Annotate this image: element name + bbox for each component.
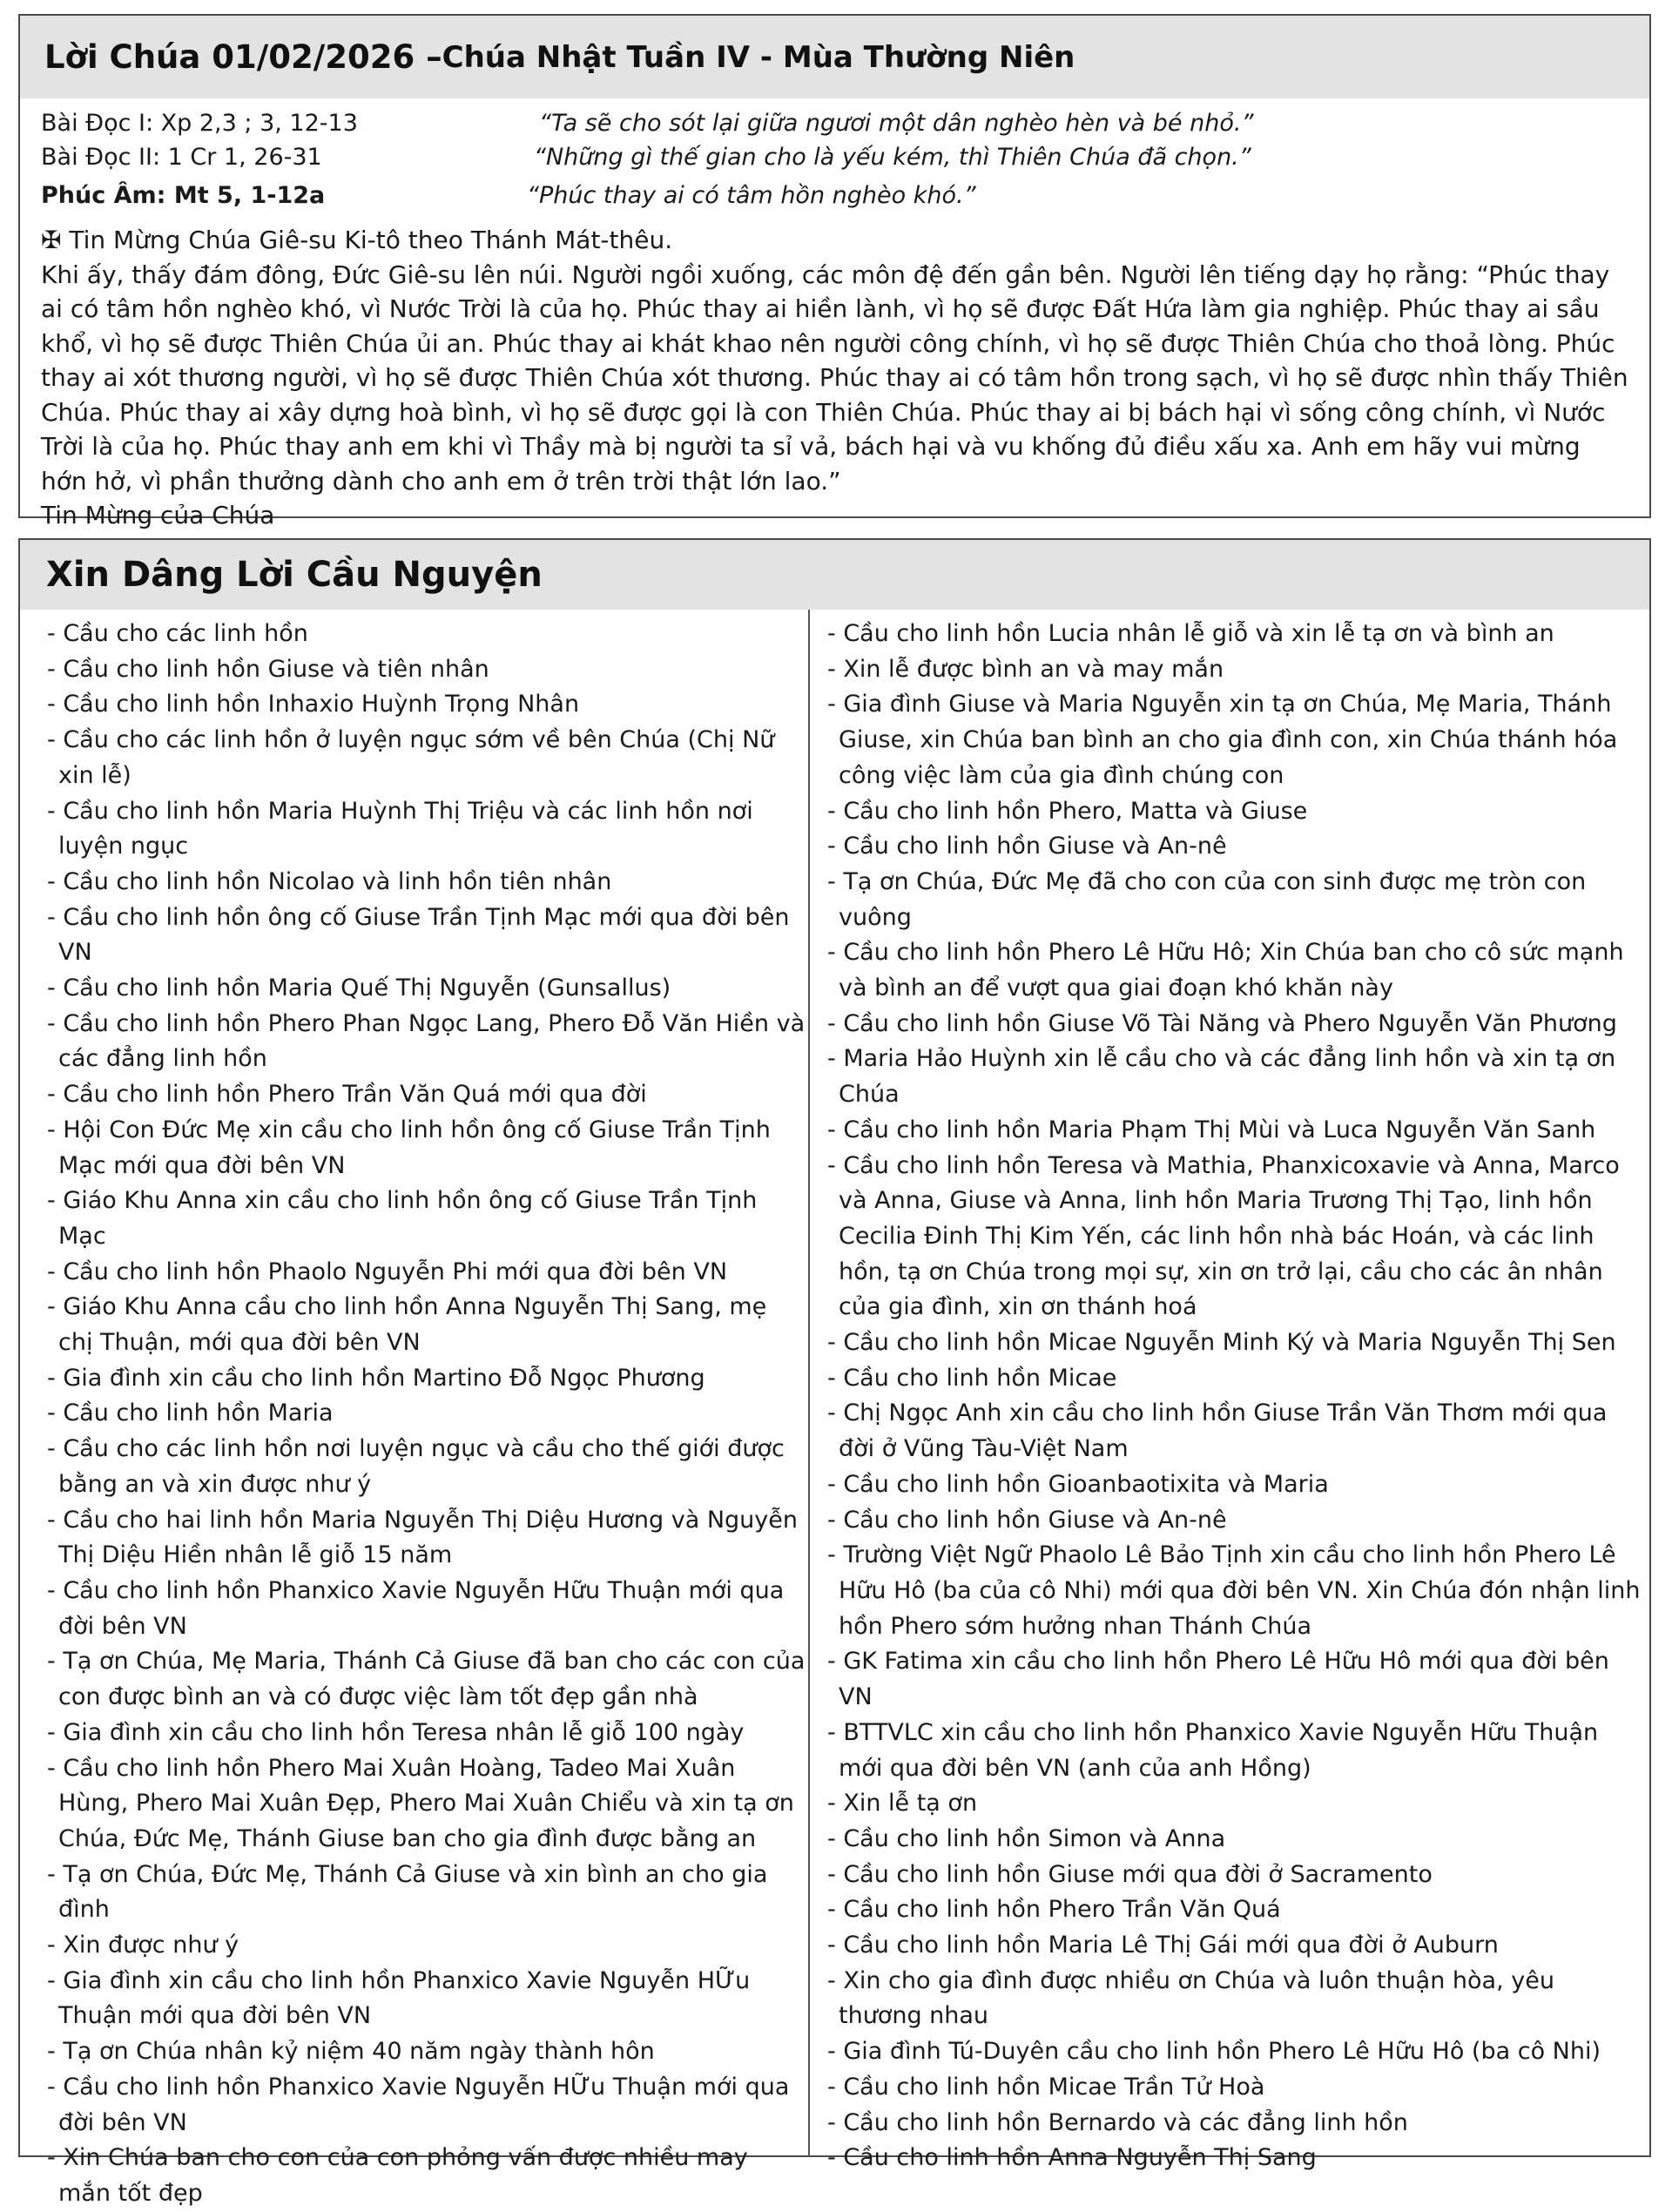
prayer-item: - Cầu cho linh hồn Anna Nguyễn Thị Sang: [827, 2144, 1317, 2172]
prayer-item: - Giáo Khu Anna xin cầu cho linh hồn ông cố Giuse Trần Tịnh Mạc: [47, 1187, 758, 1250]
page-title: [20, 16, 1649, 98]
prayer-item: - BTTVLC xin cầu cho linh hồn Phanxico Xavie Nguyễn Hữu Thuận mới qua đời bên VN (anh của anh Hồng): [827, 1718, 1599, 1782]
prayer-item: - Gia đình xin cầu cho linh hồn Phanxico Xavie Nguyễn HỮu Thuận mới qua đời bên VN: [47, 1966, 751, 2030]
prayer-intentions-section: [18, 538, 1651, 2207]
prayer-item: - Cầu cho linh hồn ông cố Giuse Trần Tịnh Mạc mới qua đời bên VN: [47, 903, 790, 967]
prayer-item: - Cầu cho các linh hồn ở luyện ngục sớm về bên Chúa (Chị Nữ xin lễ): [47, 726, 775, 789]
prayer-item: - Cầu cho linh hồn Phero Trần Văn Quá: [827, 1896, 1281, 1924]
reading-quote: “Phúc thay ai có tâm hồn nghèo khó.”: [527, 182, 976, 209]
gospel-text: [20, 212, 1649, 533]
prayer-columns: [20, 610, 1649, 2207]
prayer-item: - Cầu cho các linh hồn: [47, 620, 308, 647]
prayer-item: - Cầu cho linh hồn Phero Lê Hữu Hô; Xin Chúa ban cho cô sức mạnh và bình an để vượt qua giai đoạn khó khăn này: [827, 939, 1624, 1002]
prayer-item: - Cầu cho linh hồn Phero, Matta và Giuse: [827, 797, 1308, 825]
prayer-item: - Gia đình Giuse và Maria Nguyễn xin tạ ơn Chúa, Mẹ Maria, Thánh Giuse, xin Chúa ban bình an cho gia đình con, xin Chúa thánh hóa công việc làm của gia đình chúng con: [827, 691, 1618, 789]
prayer-item: - Cầu cho linh hồn Lucia nhân lễ giỗ và xin lễ tạ ơn và bình an: [827, 620, 1554, 647]
prayer-item: - Cầu cho linh hồn Phero Trần Văn Quá mới qua đời: [47, 1081, 647, 1109]
reading-ref: Bài Đọc I: Xp 2,3 ; 3, 12-13: [41, 110, 358, 137]
prayer-item: - Xin cho gia đình được nhiều ơn Chúa và luôn thuận hòa, yêu thương nhau: [827, 1966, 1554, 2030]
prayer-item: - Cầu cho linh hồn Phanxico Xavie Nguyễn HỮu Thuận mới qua đời bên VN: [47, 2073, 790, 2136]
prayer-item: - Cầu cho linh hồn Giuse và An-nê: [827, 1506, 1227, 1534]
prayer-item: - Cầu cho các linh hồn nơi luyện ngục và cầu cho thế giới được bằng an và xin được như ý: [47, 1435, 785, 1498]
prayer-item: - Cầu cho linh hồn Maria Quế Thị Nguyễn (Gunsallus): [47, 974, 671, 1002]
prayer-item: - Gia đình Tú-Duyên cầu cho linh hồn Phero Lê Hữu Hô (ba cô Nhi): [827, 2038, 1601, 2066]
prayer-item: - GK Fatima xin cầu cho linh hồn Phero Lê Hữu Hô mới qua đời bên VN: [827, 1648, 1609, 1711]
gospel-body: Khi ấy, thấy đám đông, Đức Giê-su lên núi. Người ngồi xuống, các môn đệ đến gần bên. Người lên tiếng dạy họ rằng: “Phúc thay ai có tâm hồn nghèo khó, vì Nước Trời là của họ. Phúc thay ai hiền lành, vì họ sẽ được Đất Hứa làm gia nghiệp. Phúc thay ai sầu khổ, vì họ sẽ được Thiên Chúa ủi an. Phúc thay ai khát khao nên người công chính, vì họ sẽ được Thiên Chúa cho thoả lòng. Phúc thay ai xót thương người, vì họ sẽ được Thiên Chúa xót thương. Phúc thay ai có tâm hồn trong sạch, vì họ sẽ được nhìn thấy Thiên Chúa. Phúc thay ai xây dựng hoà bình, vì họ sẽ được gọi là con Thiên Chúa. Phúc thay ai bị bách hại vì sống công chính, vì Nước Trời là của họ. Phúc thay anh em khi vì Thầy mà bị người ta sỉ vả, bách hại và vu khống đủ điều xấu xa. Anh em hãy vui mừng hớn hở, vì phần thưởng dành cho anh em ở trên trời thật lớn lao.”: [41, 260, 1628, 496]
readings-section: [18, 14, 1651, 529]
reading-gospel: [41, 179, 1649, 212]
title-sunday: Chúa Nhật Tuần IV - Mùa Thường Niên: [442, 39, 1075, 75]
prayer-column-right: [819, 617, 1642, 2176]
prayer-item: - Cầu cho linh hồn Giuse và An-nê: [827, 833, 1227, 860]
reading-1: [41, 106, 1649, 140]
prayer-item: - Chị Ngọc Anh xin cầu cho linh hồn Giuse Trần Văn Thơm mới qua đời ở Vũng Tàu-Việt Nam: [827, 1399, 1608, 1463]
prayer-item: - Cầu cho linh hồn Phero Mai Xuân Hoàng, Tadeo Mai Xuân Hùng, Phero Mai Xuân Đẹp, Phero Mai Xuân Chiểu và xin tạ ơn Chúa, Đức Mẹ, Thánh Giuse ban cho gia đình được bằng an: [47, 1754, 794, 1852]
prayer-item: - Xin lễ được bình an và may mắn: [827, 655, 1224, 683]
prayer-item: - Cầu cho hai linh hồn Maria Nguyễn Thị Diệu Hương và Nguyễn Thị Diệu Hiền nhân lễ giỗ 15 năm: [47, 1506, 798, 1569]
prayer-item: - Tạ ơn Chúa, Đức Mẹ đã cho con của con sinh được mẹ tròn con vuông: [827, 867, 1587, 931]
prayer-column-left: [39, 617, 806, 2212]
prayer-item: - Xin Chúa ban cho con của con phỏng vấn được nhiều may mắn tốt đẹp: [47, 2144, 748, 2207]
prayer-item: - Cầu cho linh hồn Inhaxio Huỳnh Trọng Nhân: [47, 691, 580, 718]
prayer-item: - Cầu cho linh hồn Giuse Võ Tài Năng và Phero Nguyễn Văn Phương: [827, 1009, 1617, 1037]
prayer-item: - Cầu cho linh hồn Gioanbaotixita và Maria: [827, 1470, 1329, 1498]
prayer-item: - Cầu cho linh hồn Micae Nguyễn Minh Ký và Maria Nguyễn Thị Sen: [827, 1329, 1616, 1357]
prayer-item: - Trường Việt Ngữ Phaolo Lê Bảo Tịnh xin cầu cho linh hồn Phero Lê Hữu Hô (ba của cô Nhi) mới qua đời bên VN. Xin Chúa đón nhận linh hồn Phero sớm hưởng nhan Thánh Chúa: [827, 1541, 1641, 1640]
prayer-item: - Cầu cho linh hồn Giuse và tiên nhân: [47, 655, 489, 683]
prayer-item: - Cầu cho linh hồn Maria: [47, 1399, 334, 1427]
reading-quote: “Những gì thế gian cho là yếu kém, thì Thiên Chúa đã chọn.”: [534, 144, 1251, 171]
prayer-item: - Maria Hảo Huỳnh xin lễ cầu cho và các đẳng linh hồn và xin tạ ơn Chúa: [827, 1045, 1616, 1109]
prayer-item: - Gia đình xin cầu cho linh hồn Teresa nhân lễ giỗ 100 ngày: [47, 1718, 745, 1746]
prayer-item: - Gia đình xin cầu cho linh hồn Martino Đỗ Ngọc Phương: [47, 1364, 705, 1392]
prayer-item: - Tạ ơn Chúa, Mẹ Maria, Thánh Cả Giuse đã ban cho các con của con được bình an và có được việc làm tốt đẹp gần nhà: [47, 1648, 806, 1711]
prayer-item: - Hội Con Đức Mẹ xin cầu cho linh hồn ông cố Giuse Trần Tịnh Mạc mới qua đời bên VN: [47, 1116, 771, 1179]
prayer-item: - Tạ ơn Chúa nhân kỷ niệm 40 năm ngày thành hôn: [47, 2038, 655, 2066]
prayer-item: - Cầu cho linh hồn Micae: [827, 1364, 1117, 1392]
prayers-title: Xin Dâng Lời Cầu Nguyện: [20, 540, 1649, 610]
prayer-item: - Cầu cho linh hồn Nicolao và linh hồn tiên nhân: [47, 867, 612, 895]
gospel-intro: ✠ Tin Mừng Chúa Giê-su Ki-tô theo Thánh Mát-thêu.: [41, 226, 673, 254]
prayer-item: - Cầu cho linh hồn Maria Lê Thị Gái mới qua đời ở Auburn: [827, 1932, 1499, 1959]
prayer-item: - Cầu cho linh hồn Phero Phan Ngọc Lang, Phero Đỗ Văn Hiền và các đẳng linh hồn: [47, 1009, 806, 1073]
reading-quote: “Ta sẽ cho sót lại giữa ngươi một dân nghèo hèn và bé nhỏ.”: [539, 110, 1254, 137]
prayer-item: - Giáo Khu Anna cầu cho linh hồn Anna Nguyễn Thị Sang, mẹ chị Thuận, mới qua đời bên VN: [47, 1293, 767, 1357]
prayer-item: - Cầu cho linh hồn Bernardo và các đẳng linh hồn: [827, 2108, 1408, 2136]
title-date: Lời Chúa 01/02/2026 –: [44, 38, 442, 76]
reading-2: [41, 140, 1649, 174]
prayer-item: - Cầu cho linh hồn Simon và Anna: [827, 1824, 1226, 1852]
prayer-item: - Cầu cho linh hồn Phanxico Xavie Nguyễn Hữu Thuận mới qua đời bên VN: [47, 1576, 785, 1640]
reading-ref: Bài Đọc II: 1 Cr 1, 26-31: [41, 144, 322, 171]
prayer-item: - Xin được như ý: [47, 1932, 239, 1959]
prayer-item: - Cầu cho linh hồn Giuse mới qua đời ở Sacramento: [827, 1860, 1433, 1888]
prayer-item: - Cầu cho linh hồn Phaolo Nguyễn Phi mới qua đời bên VN: [47, 1258, 728, 1285]
prayer-item: - Cầu cho linh hồn Teresa và Mathia, Phanxicoxavie và Anna, Marco và Anna, Giuse và Anna, linh hồn Maria Trương Thị Tạo, linh hồn Cecilia Đinh Thị Kim Yến, các linh hồn nhà bác Hoán, và các linh hồn, tạ ơn Chúa trong mọi sự, xin ơn trở lại, cầu cho các ân nhân của gia đình, xin ơn thánh hoá: [827, 1151, 1620, 1321]
prayer-item: - Cầu cho linh hồn Micae Trần Tử Hoà: [827, 2073, 1265, 2101]
prayer-item: - Tạ ơn Chúa, Đức Mẹ, Thánh Cả Giuse và xin bình an cho gia đình: [47, 1860, 768, 1924]
prayer-item: - Cầu cho linh hồn Maria Phạm Thị Mùi và Luca Nguyễn Văn Sanh: [827, 1116, 1596, 1143]
gospel-closing: Tin Mừng của Chúa: [41, 501, 275, 529]
readings-list: [20, 98, 1649, 212]
reading-ref: Phúc Âm: Mt 5, 1-12a: [41, 182, 326, 209]
prayer-item: - Xin lễ tạ ơn: [827, 1790, 978, 1817]
prayer-item: - Cầu cho linh hồn Maria Huỳnh Thị Triệu và các linh hồn nơi luyện ngục: [47, 797, 753, 860]
